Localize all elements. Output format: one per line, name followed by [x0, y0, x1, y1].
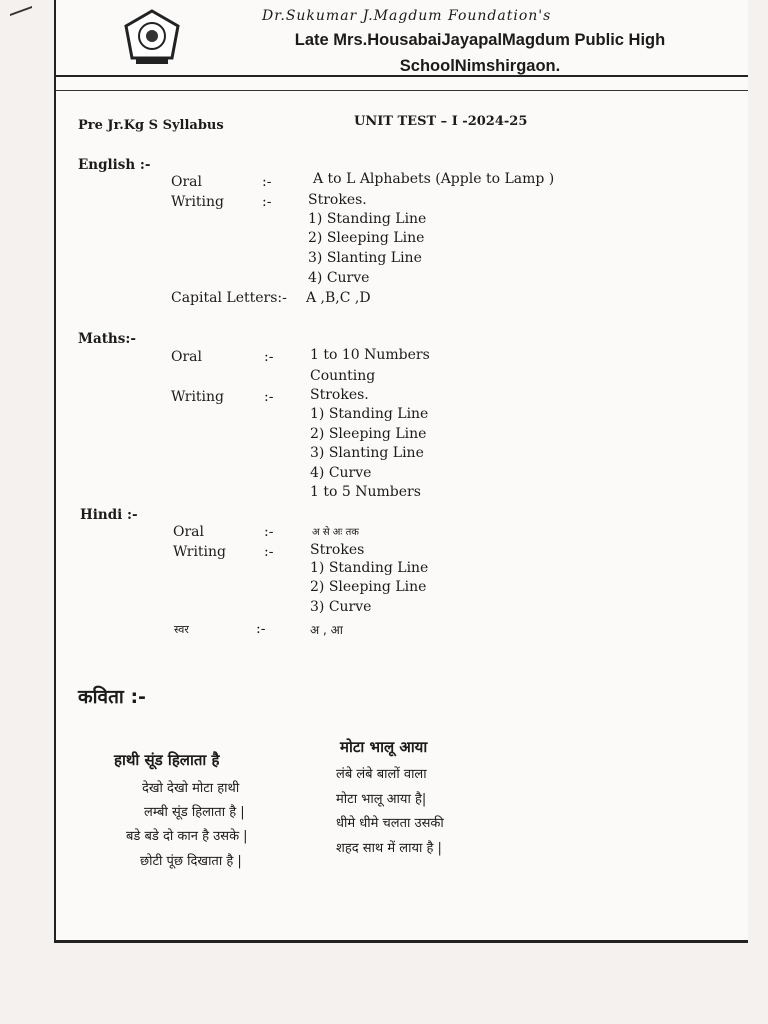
hindi-stroke: 1) Standing Line: [310, 560, 429, 576]
poem2-line: लंबे लंबे बालों वाला: [336, 767, 427, 782]
hindi-oral-value: अ से अः तक: [312, 527, 359, 538]
english-writing-sep: :-: [262, 194, 272, 210]
test-title: UNIT TEST – I -2024-25: [354, 114, 528, 129]
english-stroke: 3) Slanting Line: [308, 250, 422, 266]
maths-extra: 1 to 5 Numbers: [310, 484, 421, 500]
maths-stroke: 3) Slanting Line: [310, 445, 424, 461]
maths-heading: Maths:-: [78, 331, 136, 347]
poem1-line: बडे बडे दो कान है उसके |: [126, 829, 248, 844]
poem1-line: छोटी पूंछ दिखाता है |: [140, 854, 242, 869]
poem1-line: देखो देखो मोटा हाथी: [142, 781, 240, 796]
foundation-name: Dr.Sukumar J.Magdum Foundation's: [262, 8, 552, 24]
maths-oral-value: 1 to 10 Numbers: [310, 347, 430, 363]
poems-heading: कविता :-: [78, 686, 146, 708]
hindi-swar-value: अ , आ: [310, 623, 343, 637]
poem2-line: धीमे धीमे चलता उसकी: [336, 816, 444, 831]
maths-writing-sep: :-: [264, 389, 274, 405]
hindi-stroke: 2) Sleeping Line: [310, 579, 427, 595]
school-logo-icon: [122, 8, 182, 68]
header-rule-secondary: [56, 90, 748, 91]
school-name: [250, 27, 710, 79]
poem2-title: मोटा भालू आया: [340, 738, 428, 756]
english-heading: English :-: [78, 157, 151, 173]
hindi-stroke: 3) Curve: [310, 599, 372, 615]
document-page: [54, 0, 748, 943]
hindi-oral-label: Oral: [173, 524, 204, 540]
hindi-swar-label: स्वर: [174, 623, 189, 636]
maths-oral-sep: :-: [264, 349, 274, 365]
maths-oral-value: Counting: [310, 368, 376, 384]
school-name-line1: Late Mrs.HousabaiJayapalMagdum Public High: [294, 31, 666, 49]
poem1-line: लम्बी सूंड हिलाता है |: [144, 805, 245, 820]
poem2-line: शहद साथ में लाया है |: [336, 841, 442, 856]
hindi-writing-label: Writing: [173, 544, 227, 560]
syllabus-label: Pre Jr.Kg S Syllabus: [78, 118, 224, 133]
english-writing-label: Writing: [171, 194, 225, 210]
page-edge-mark: [10, 0, 32, 16]
maths-stroke: 4) Curve: [310, 465, 372, 481]
school-name-line2: SchoolNimshirgaon.: [399, 57, 561, 75]
maths-oral-label: Oral: [171, 349, 202, 365]
english-capital-label: Capital Letters:-: [171, 290, 287, 306]
hindi-writing-head: Strokes: [310, 542, 365, 558]
hindi-swar-sep: :-: [256, 621, 266, 637]
maths-stroke: 1) Standing Line: [310, 406, 429, 422]
poem1-title: हाथी सूंड हिलाता है: [114, 751, 220, 769]
english-stroke: 1) Standing Line: [308, 211, 427, 227]
english-writing-head: Strokes.: [308, 192, 367, 208]
english-capital-value: A ,B,C ,D: [306, 290, 371, 306]
hindi-writing-sep: :-: [264, 544, 274, 560]
maths-writing-label: Writing: [171, 389, 225, 405]
english-oral-sep: :-: [262, 174, 272, 190]
english-stroke: 4) Curve: [308, 270, 370, 286]
header-rule: [56, 75, 748, 77]
maths-stroke: 2) Sleeping Line: [310, 426, 427, 442]
english-stroke: 2) Sleeping Line: [308, 230, 425, 246]
english-oral-label: Oral: [171, 174, 202, 190]
hindi-oral-sep: :-: [264, 524, 274, 540]
maths-writing-head: Strokes.: [310, 387, 369, 403]
hindi-heading: Hindi :-: [80, 507, 138, 523]
english-oral-value: A to L Alphabets (Apple to Lamp ): [313, 171, 555, 187]
poem2-line: मोटा भालू आया है|: [336, 792, 427, 807]
